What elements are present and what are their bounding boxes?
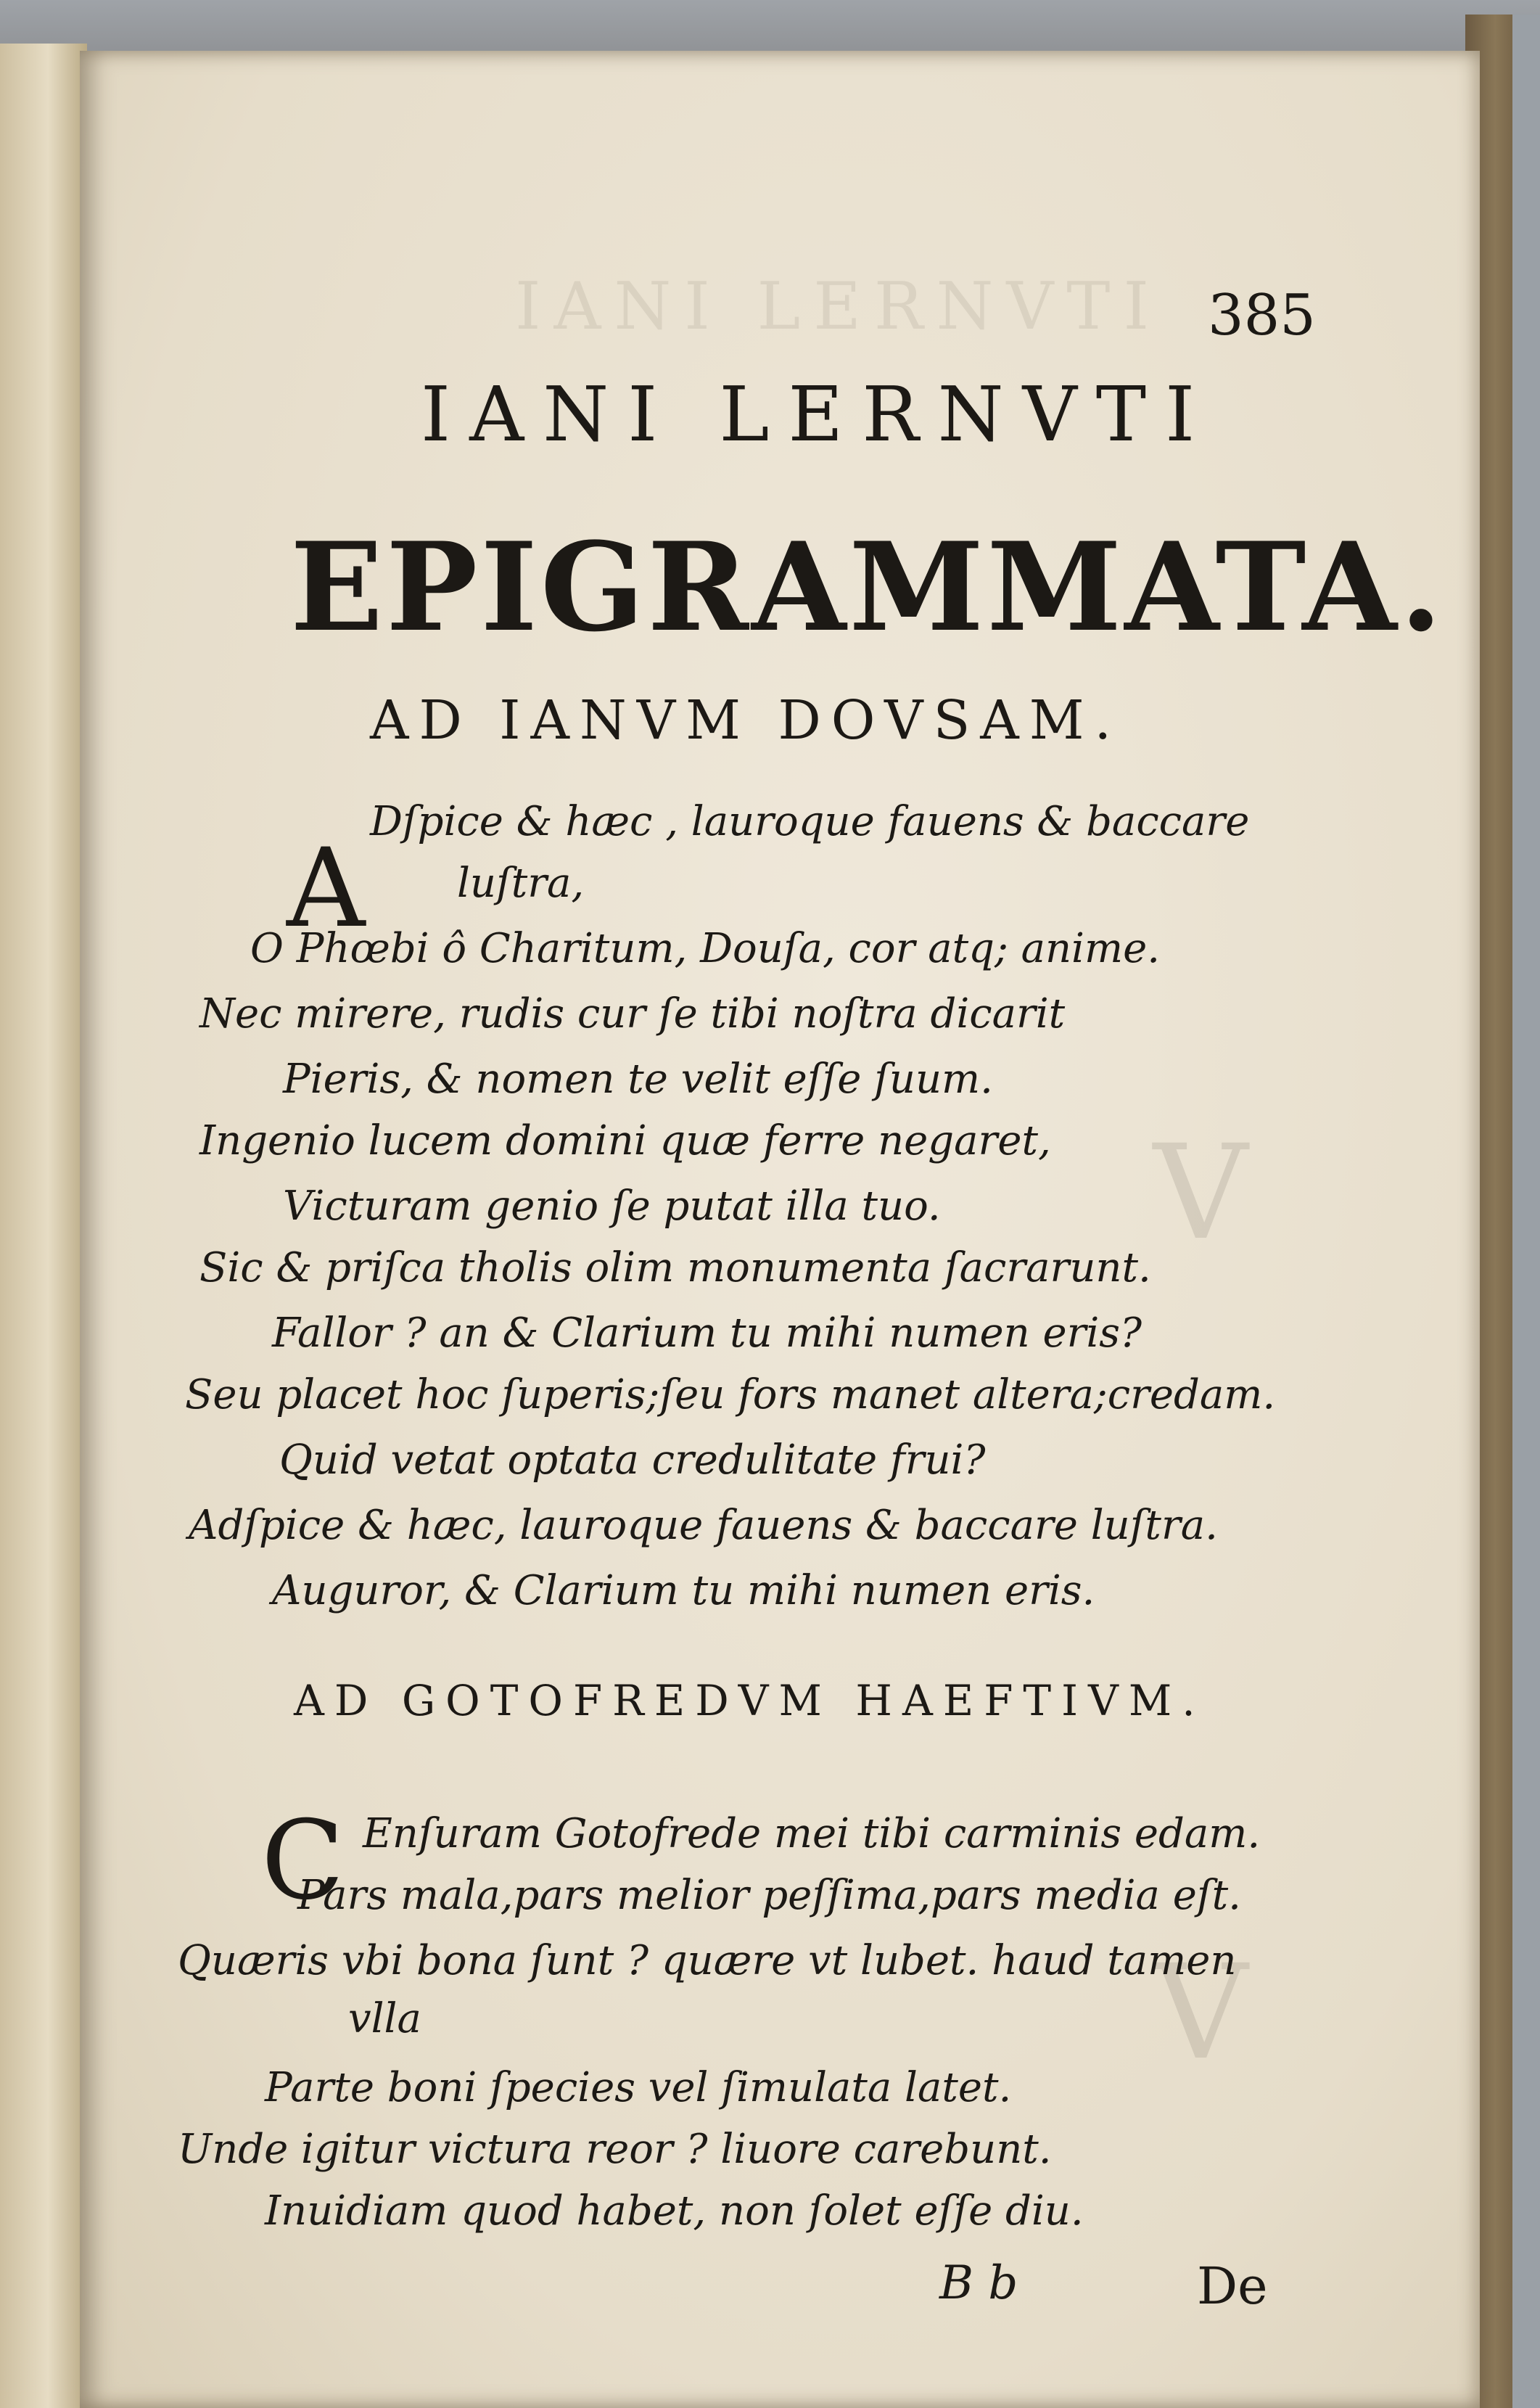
verse-line: Nec mirere, rudis cur ſe tibi noſtra dicarit [199,990,1066,1037]
book-page [80,51,1480,2408]
show-through-initial: V [1153,1117,1248,1269]
verse-line: Inuidiam quod habet, non ſolet eſſe diu. [265,2187,1084,2235]
show-through-initial: V [1153,1937,1248,2089]
verse-line: Quid vetat optata credulitate frui? [279,1437,986,1484]
show-through-text: IANI LERNVTI [515,268,1163,345]
drop-cap: C [261,1798,345,1924]
poem-heading: AD GOTOFREDVM HAEFTIVM. [294,1676,1206,1725]
verse-line: Sic & priſca tholis olim monumenta ſacrarunt. [199,1244,1151,1291]
verse-line: Seu placet hoc ſuperis;ſeu fors manet altera;credam. [185,1371,1276,1418]
verse-line: luſtra, [457,860,585,907]
verse-line: Parte boni ſpecies vel ſimulata latet. [265,2064,1012,2111]
verse-line: Adſpice & hæc, lauroque fauens & baccare luſtra. [189,1502,1218,1549]
signature-mark: B b [939,2256,1018,2310]
verse-line: Ingenio lucem domini quæ ferre negaret, [199,1117,1051,1164]
left-page-edge [0,44,87,2408]
verse-line: Pieris, & nomen te velit eſſe ſuum. [283,1056,993,1103]
verse-line: Enſuram Gotofrede mei tibi carminis edam. [363,1810,1261,1857]
verse-line: Pars mala,pars melior peſſima,pars media eſt. [297,1872,1241,1919]
verse-line: Dſpice & hæc , lauroque fauens & baccare [370,798,1250,845]
page-number: 385 [1208,283,1316,348]
verse-line: Auguror, & Clarium tu mihi numen eris. [272,1567,1095,1614]
verse-line: Victuram genio ſe putat illa tuo. [283,1183,941,1230]
verse-line: Fallor ? an & Clarium tu mihi numen eris? [272,1310,1142,1357]
page-title: EPIGRAMMATA. [290,515,1446,659]
running-head: IANI LERNVTI [421,370,1214,459]
verse-line: Unde igitur victura reor ? liuore carebunt. [178,2126,1052,2173]
verse-line: vlla [348,1995,421,2042]
verse-line: Quæris vbi bona ſunt ? quære vt lubet. haud tamen [178,1937,1237,1984]
poem-heading: AD IANVM DOVSAM. [370,689,1122,752]
verse-line: O Phœbi ô Charitum, Douſa, cor atq; anime. [250,925,1161,972]
drop-cap: A [287,826,366,952]
background-edge [1512,15,1540,2408]
catchword: De [1197,2256,1268,2316]
